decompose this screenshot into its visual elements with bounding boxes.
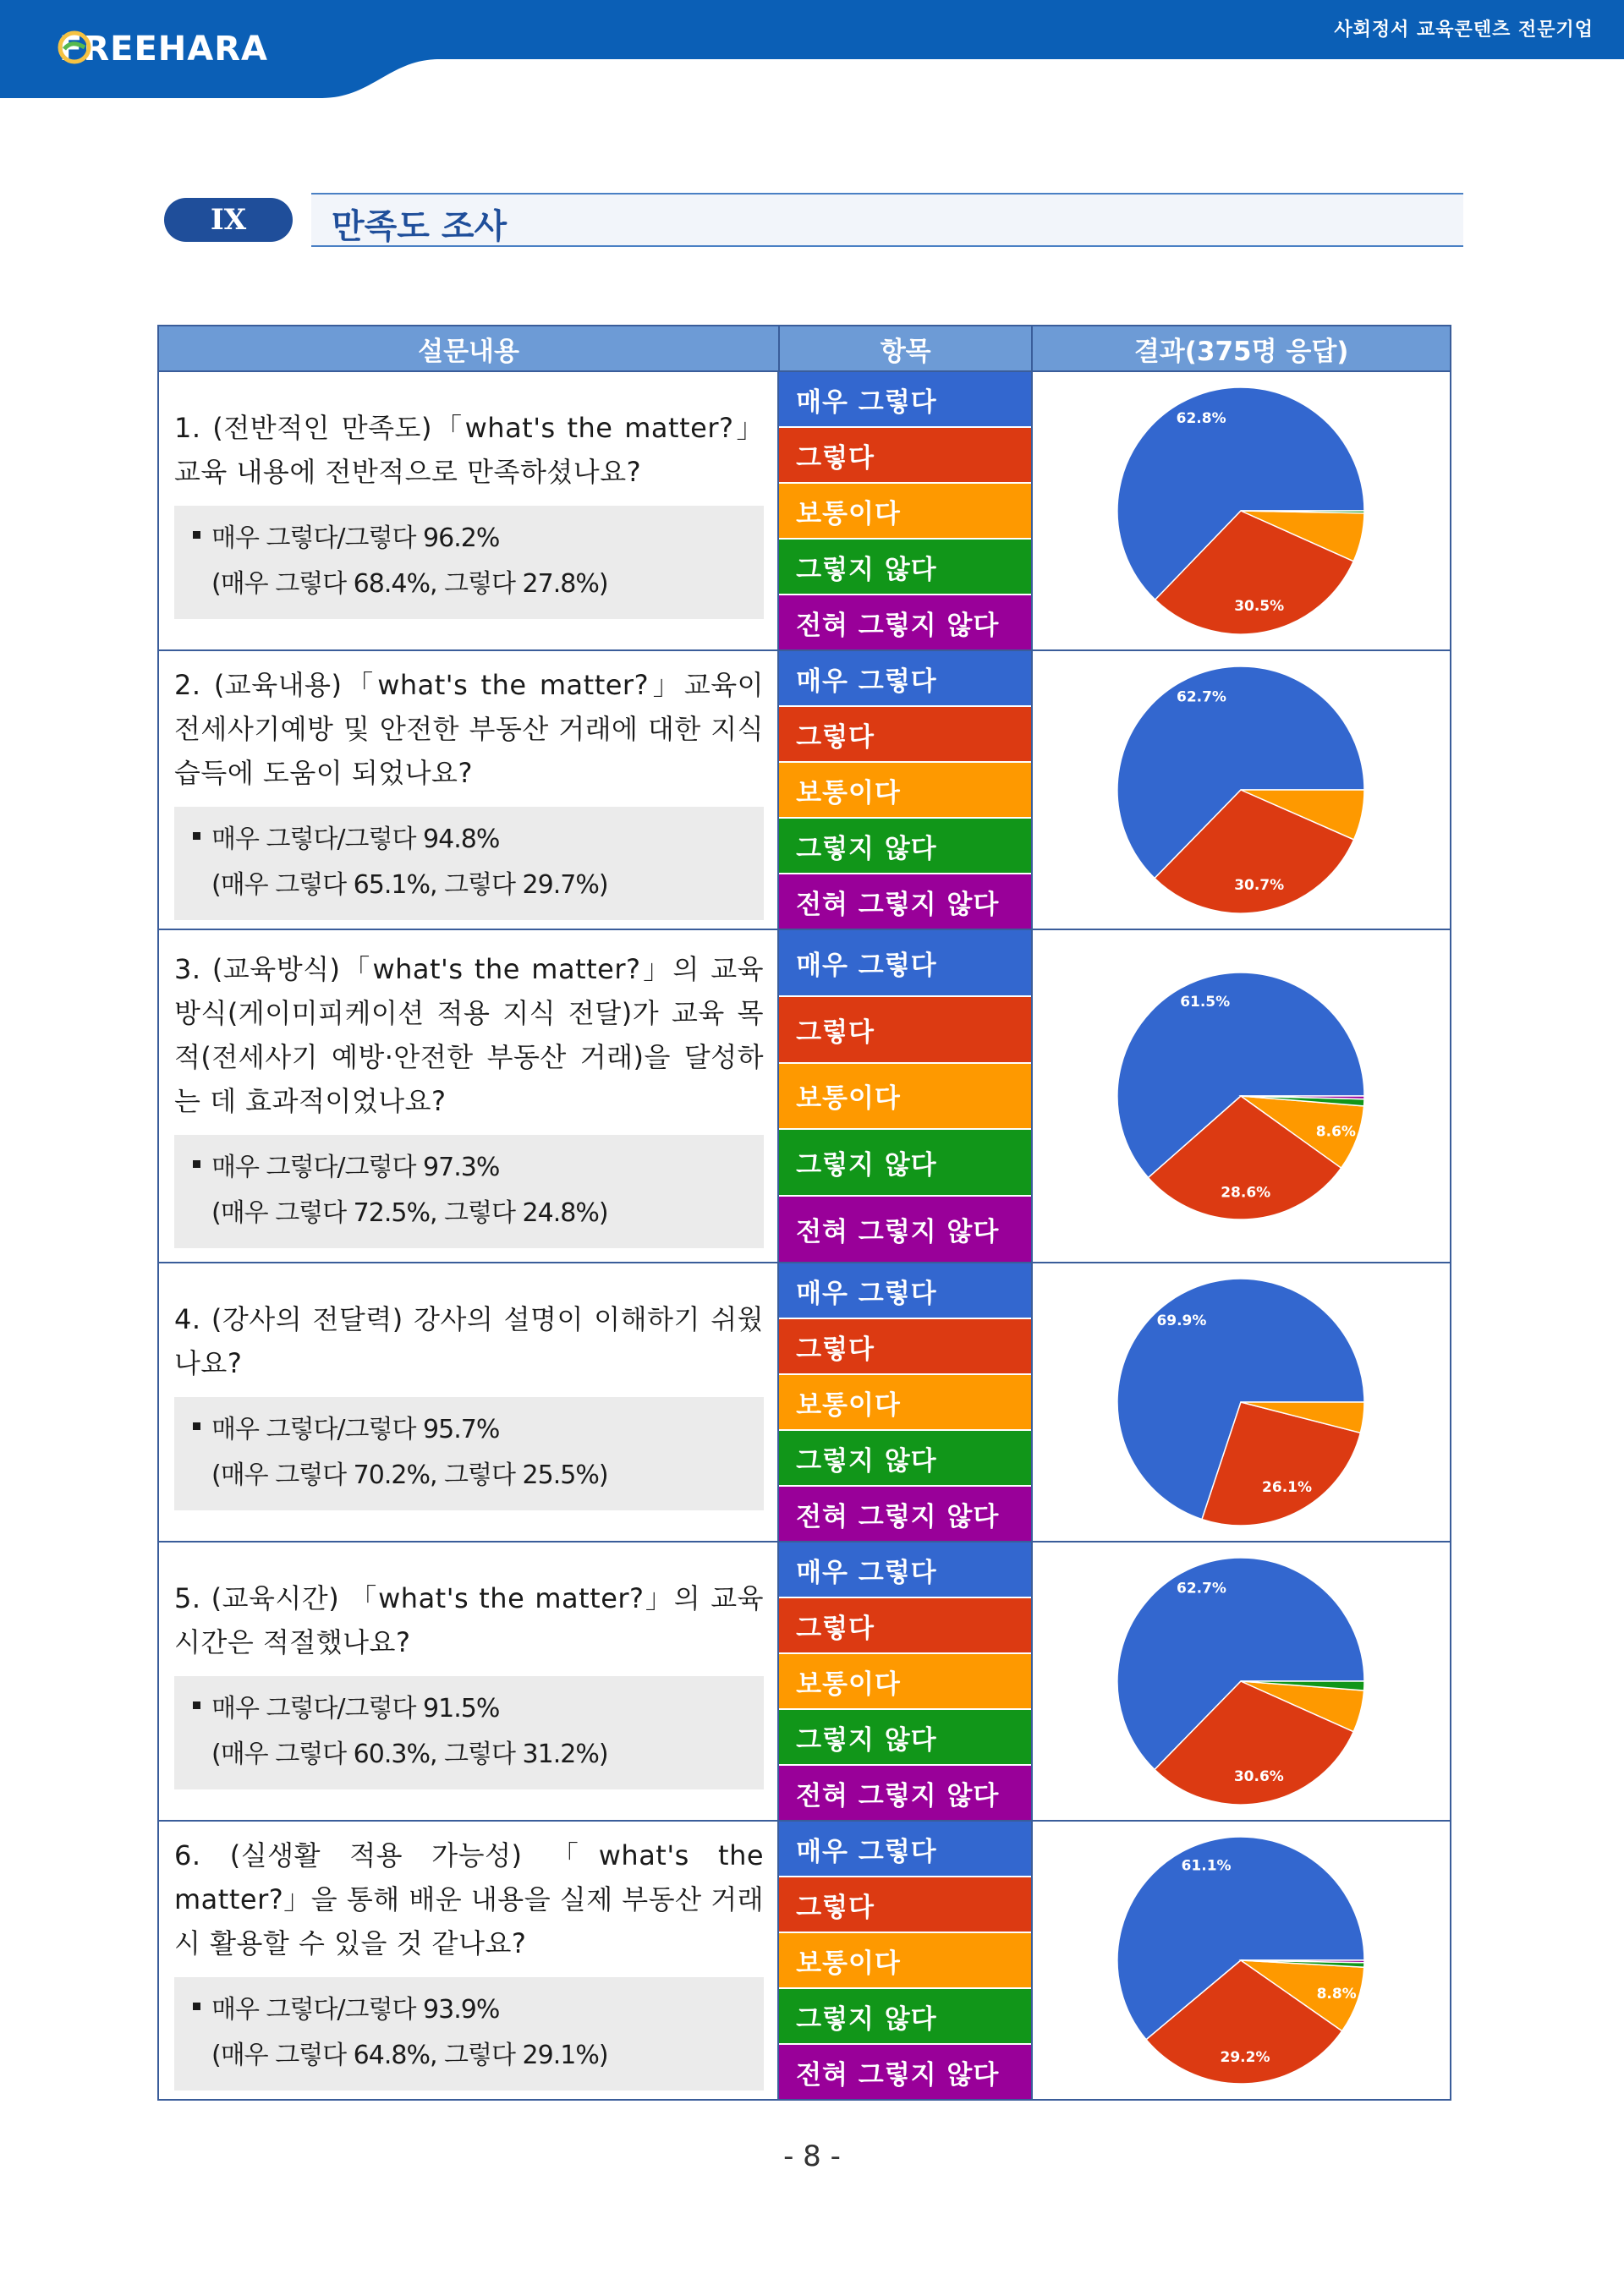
option-label: 전혀 그렇지 않다 <box>779 2045 1031 2099</box>
option-label: 보통이다 <box>779 1375 1031 1431</box>
option-label: 그렇지 않다 <box>779 1989 1031 2045</box>
option-label: 보통이다 <box>779 1933 1031 1989</box>
pie-chart <box>1106 1271 1376 1533</box>
option-label: 보통이다 <box>779 1654 1031 1710</box>
option-label: 보통이다 <box>779 484 1031 540</box>
option-label: 그렇다 <box>779 1877 1031 1933</box>
options-cell <box>779 372 1033 649</box>
options-cell <box>779 1543 1033 1820</box>
option-label: 그렇다 <box>779 707 1031 763</box>
option-label: 매우 그렇다 <box>779 1263 1031 1319</box>
result-summary <box>174 1977 764 2091</box>
option-label: 그렇다 <box>779 1598 1031 1654</box>
summary-total: 매우 그렇다/그렇다 95.7% <box>211 1415 500 1444</box>
summary-total: 매우 그렇다/그렇다 97.3% <box>211 1153 500 1182</box>
option-label: 그렇다 <box>779 997 1031 1064</box>
option-label: 전혀 그렇지 않다 <box>779 1197 1031 1262</box>
option-label: 그렇지 않다 <box>779 1710 1031 1766</box>
option-label: 전혀 그렇지 않다 <box>779 1766 1031 1820</box>
bullet-icon <box>193 2003 200 2010</box>
result-summary <box>174 807 764 920</box>
pie-data-label: 8.8% <box>1316 1986 1358 2003</box>
bullet-icon <box>193 1160 200 1168</box>
header-result: 결과(375명 응답) <box>1133 336 1349 367</box>
pie-chart <box>1106 659 1376 921</box>
option-label: 보통이다 <box>779 1064 1031 1131</box>
survey-table <box>157 325 1451 2101</box>
result-summary <box>174 1676 764 1789</box>
pie-data-label: 8.6% <box>1316 1123 1357 1141</box>
pie-chart-cell <box>1033 930 1450 1262</box>
options-cell <box>779 651 1033 929</box>
pie-data-label: 30.6% <box>1234 1767 1285 1785</box>
question-cell <box>159 930 779 1262</box>
option-label: 그렇지 않다 <box>779 1431 1031 1487</box>
question-text: 1. (전반적인 만족도)「what's the matter?」교육 내용에 전반적으로 만족하셨나요? <box>174 412 765 488</box>
summary-total: 매우 그렇다/그렇다 91.5% <box>211 1694 500 1723</box>
options-cell <box>779 1263 1033 1541</box>
summary-breakdown: (매우 그렇다 70.2%, 그렇다 25.5%) <box>211 1460 608 1490</box>
table-row <box>159 370 1450 649</box>
result-summary <box>174 506 764 619</box>
pie-data-label: 62.8% <box>1176 409 1226 427</box>
options-cell <box>779 930 1033 1262</box>
header-bar <box>0 0 1624 98</box>
pie-data-label: 69.9% <box>1156 1312 1207 1329</box>
freehara-logo <box>58 30 268 68</box>
header-options: 항목 <box>780 326 1033 370</box>
option-label: 매우 그렇다 <box>779 1822 1031 1877</box>
table-row <box>159 649 1450 929</box>
pie-data-label: 61.5% <box>1180 994 1231 1011</box>
header-question: 설문내용 <box>159 326 780 370</box>
bullet-icon <box>193 1422 200 1430</box>
summary-breakdown: (매우 그렇다 60.3%, 그렇다 31.2%) <box>211 1740 608 1769</box>
option-label: 전혀 그렇지 않다 <box>779 1487 1031 1541</box>
pie-data-label: 28.6% <box>1221 1184 1271 1202</box>
pie-chart <box>1106 1829 1376 2091</box>
table-row <box>159 1262 1450 1541</box>
table-row <box>159 1820 1450 2099</box>
pie-chart-cell <box>1033 1263 1450 1541</box>
question-cell <box>159 651 779 929</box>
pie-data-label: 62.7% <box>1177 688 1227 706</box>
summary-total: 매우 그렇다/그렇다 93.9% <box>211 1995 500 2025</box>
pie-chart-cell <box>1033 372 1450 649</box>
page-number: - 8 - <box>783 2140 841 2173</box>
pie-data-label: 30.5% <box>1234 597 1285 615</box>
pie-data-label: 26.1% <box>1262 1478 1313 1496</box>
question-text: 5. (교육시간) 「what's the matter?」의 교육시간은 적절했나요? <box>174 1582 765 1658</box>
option-label: 그렇다 <box>779 428 1031 484</box>
pie-chart <box>1106 1550 1376 1812</box>
option-label: 매우 그렇다 <box>779 930 1031 997</box>
section-title-bar <box>311 193 1463 247</box>
result-summary <box>174 1135 764 1248</box>
table-row <box>159 1541 1450 1820</box>
question-cell <box>159 1543 779 1820</box>
option-label: 매우 그렇다 <box>779 651 1031 707</box>
option-label: 그렇지 않다 <box>779 819 1031 874</box>
table-header <box>159 326 1450 370</box>
table-row <box>159 929 1450 1262</box>
question-cell <box>159 1822 779 2099</box>
summary-breakdown: (매우 그렇다 65.1%, 그렇다 29.7%) <box>211 870 608 900</box>
options-cell <box>779 1822 1033 2099</box>
option-label: 그렇지 않다 <box>779 540 1031 595</box>
pie-chart-cell <box>1033 1543 1450 1820</box>
bullet-icon <box>193 531 200 539</box>
question-text: 3. (교육방식)「what's the matter?」의 교육 방식(게이미피케이션 적용 지식 전달)가 교육 목적(전세사기 예방·안전한 부동산 거래)을 달성하는 데 효과적이었나요? <box>174 953 765 1117</box>
section-number-badge: IX <box>164 198 293 242</box>
option-label: 전혀 그렇지 않다 <box>779 874 1031 929</box>
option-label: 매우 그렇다 <box>779 372 1031 428</box>
pie-chart <box>1106 965 1376 1227</box>
option-label: 보통이다 <box>779 763 1031 819</box>
pie-data-label: 30.7% <box>1234 876 1285 894</box>
option-label: 전혀 그렇지 않다 <box>779 595 1031 649</box>
pie-chart <box>1106 380 1376 642</box>
logo-text: FREEHARA <box>59 30 268 68</box>
question-cell <box>159 372 779 649</box>
pie-chart-cell <box>1033 1822 1450 2099</box>
summary-breakdown: (매우 그렇다 64.8%, 그렇다 29.1%) <box>211 2041 608 2070</box>
question-text: 2. (교육내용)「what's the matter?」교육이 전세사기예방 및 안전한 부동산 거래에 대한 지식 습득에 도움이 되었나요? <box>174 669 765 789</box>
summary-total: 매우 그렇다/그렇다 96.2% <box>211 523 500 553</box>
header-tagline: 사회정서 교육콘텐츠 전문기업 <box>1334 19 1594 41</box>
bullet-icon <box>193 1701 200 1709</box>
pie-data-label: 29.2% <box>1220 2048 1270 2066</box>
logo-globe-icon <box>58 30 91 64</box>
option-label: 그렇지 않다 <box>779 1130 1031 1197</box>
option-label: 매우 그렇다 <box>779 1543 1031 1598</box>
summary-total: 매우 그렇다/그렇다 94.8% <box>211 825 500 854</box>
option-label: 그렇다 <box>779 1319 1031 1375</box>
question-text: 4. (강사의 전달력) 강사의 설명이 이해하기 쉬웠나요? <box>174 1303 765 1379</box>
bullet-icon <box>193 832 200 840</box>
summary-breakdown: (매우 그렇다 72.5%, 그렇다 24.8%) <box>211 1198 608 1228</box>
result-summary <box>174 1397 764 1510</box>
section-title: 만족도 조사 <box>332 207 508 246</box>
question-cell <box>159 1263 779 1541</box>
pie-data-label: 62.7% <box>1177 1580 1227 1597</box>
pie-chart-cell <box>1033 651 1450 929</box>
summary-breakdown: (매우 그렇다 68.4%, 그렇다 27.8%) <box>211 569 608 599</box>
pie-data-label: 61.1% <box>1181 1857 1232 1875</box>
table-body <box>159 370 1450 2099</box>
question-text: 6. (실생활 적용 가능성) 「what's the matter?」을 통해 배운 내용을 실제 부동산 거래 시 활용할 수 있을 것 같나요? <box>174 1839 765 1959</box>
